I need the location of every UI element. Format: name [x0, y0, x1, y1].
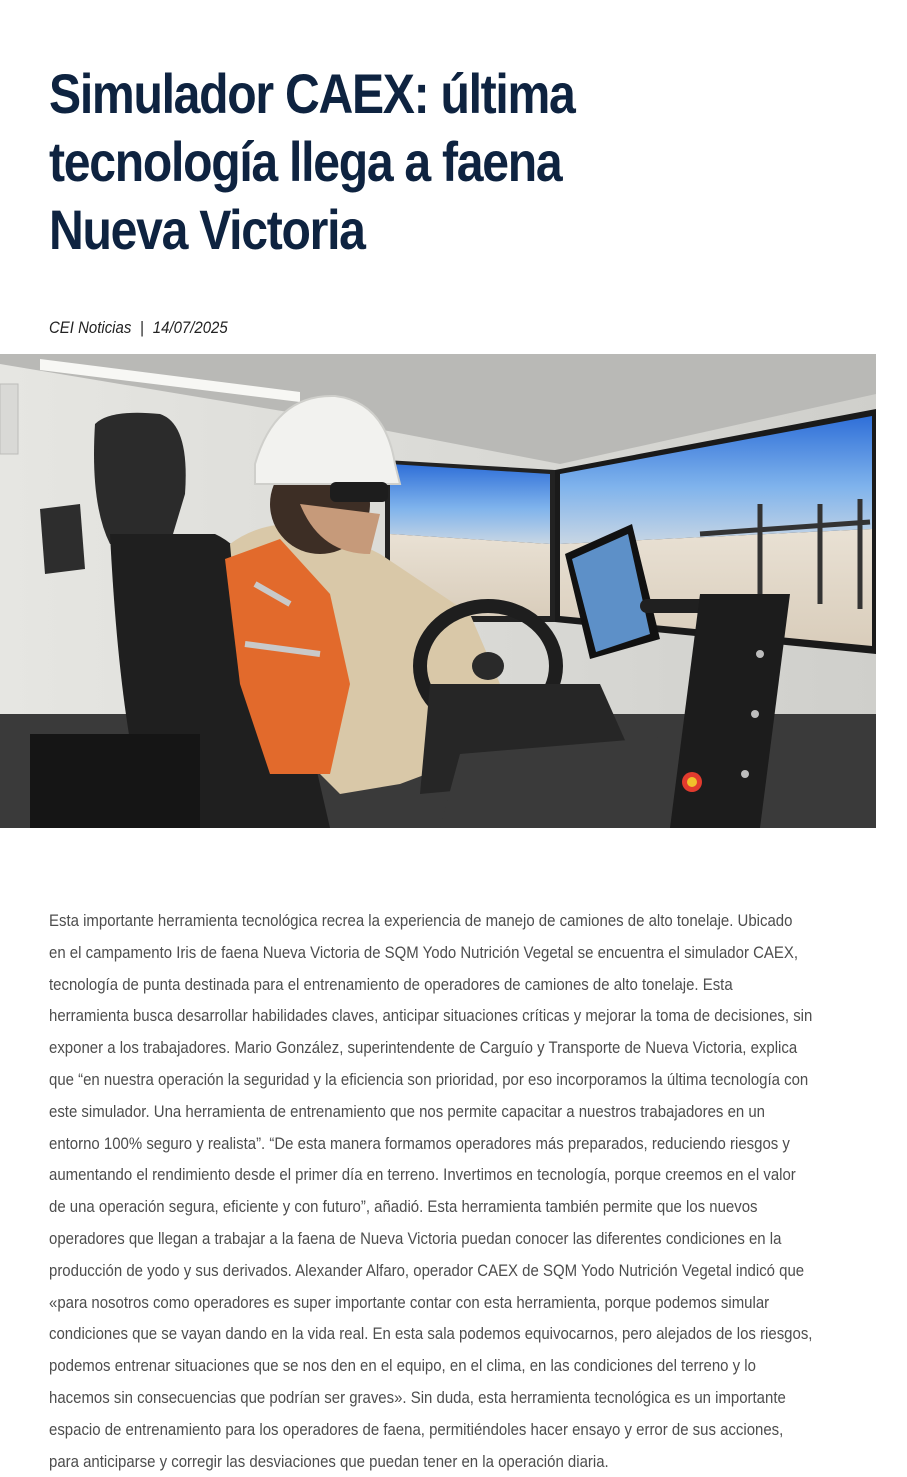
- simulator-photo: [0, 354, 876, 828]
- article-body: Esta importante herramienta tecnológica recrea la experiencia de manejo de camiones de alto tonelaje. Ubicado en el campamento Iris de faena Nueva Victoria de SQM Yodo Nutrición Vegetal se encuentra el simulador CAEX, tecnología de punta destinada para el entrenamiento de operadores de camiones de alto tonelaje. Esta herramienta busca desarrollar habilidades claves, anticipar situaciones críticas y mejorar la toma de decisiones, sin exponer a los trabajadores. Mario González, superintendente de Carguío y Transporte de Nueva Victoria, explica que “en nuestra operación la seguridad y la eficiencia son prioridad, por eso incorporamos la última tecnología con este simulador. Una herramienta de entrenamiento que nos permite capacitar a nuestros trabajadores en un entorno 100% seguro y realista”. “De esta manera formamos operadores más preparados, reduciendo riesgos y aumentando el rendimiento desde el primer día en terreno. Invertimos en tecnología, porque creemos en el valor de una operación segura, eficiente y con futuro”, añadió. Esta herramienta también permite que los nuevos operadores que llegan a trabajar a la faena de Nueva Victoria puedan conocer las diferentes condiciones en la producción de yodo y sus derivados. Alexander Alfaro, operador CAEX de SQM Yodo Nutrición Vegetal indicó que «para nosotros como operadores es super importante contar con esta herramienta, porque podemos simular condiciones que se vayan dando en la vida real. En esta sala podemos equivocarnos, pero alejados de los riesgos, podemos entrenar situaciones que se nos den en el equipo, en el clima, en las condiciones del terreno y lo hacemos sin consecuencias que podrían ser graves». Sin duda, esta herramienta tecnológica es un importante espacio de entrenamiento para los operadores de faena, permitiéndoles hacer ensayo y error de sus acciones, para anticiparse y corregir las desviaciones que puedan tener en la operación diaria.: [49, 911, 813, 1471]
- article-date: 14/07/2025: [152, 318, 228, 337]
- article-meta: [49, 317, 228, 339]
- hero-image: [0, 354, 876, 828]
- article-title: Simulador CAEX: última tecnología llega a faena Nueva Victoria: [49, 62, 575, 261]
- article-source[interactable]: CEI Noticias: [49, 318, 132, 337]
- meta-separator: |: [140, 318, 144, 337]
